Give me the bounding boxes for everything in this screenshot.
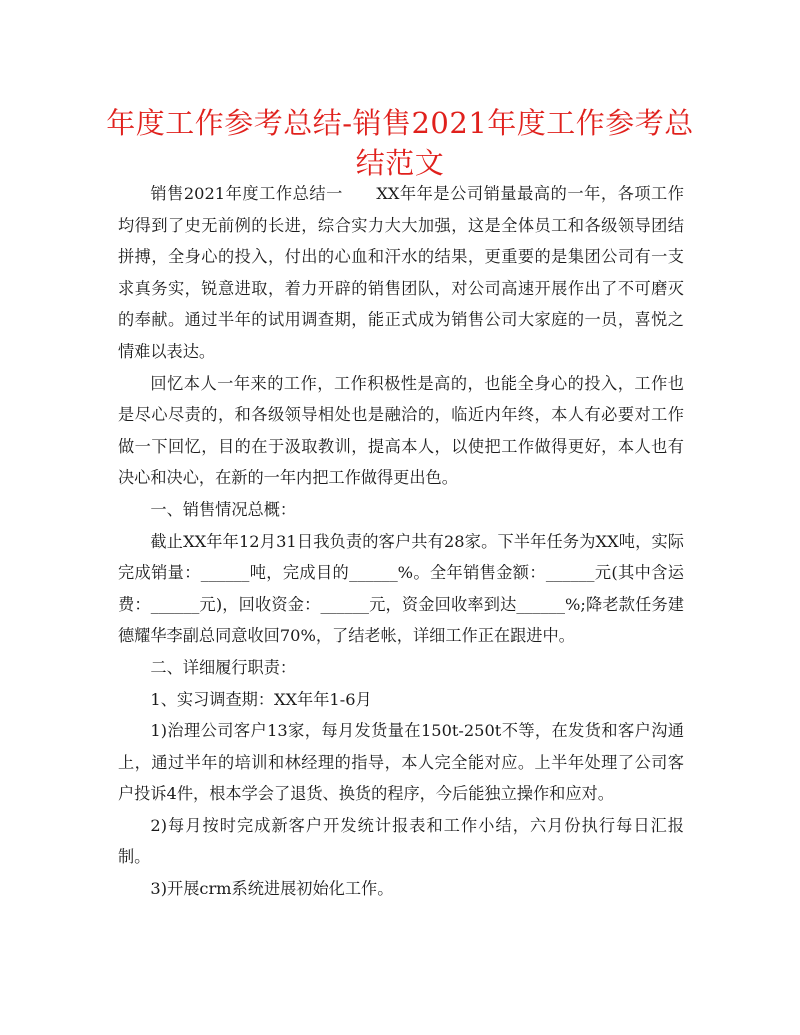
list-item-crm: 3)开展crm系统进展初始化工作。 <box>150 879 394 899</box>
document-body <box>118 178 684 905</box>
section-heading-duties: 二、详细履行职责： <box>150 657 297 677</box>
document-title: 年度工作参考总结-销售2021年度工作参考总结范文 <box>106 106 694 180</box>
list-item-reports: 2)每月按时完成新客户开发统计报表和工作小结，六月份执行每日汇报制。 <box>118 815 684 867</box>
section-heading-sales-overview: 一、销售情况总概： <box>150 499 297 519</box>
paragraph-intro: 销售2021年度工作总结一 XX年年是公司销量最高的一年，各项工作均得到了史无前例的长进，综合实力大大加强，这是全体员工和各级领导团结拼搏，全身心的投入，付出的心血和汗水的结果，更重要的是集团公司有一支求真务实，锐意进取，着力开辟的销售团队，对公司高速开展作出了不可磨灭的奉献。通过半年的试用调查期，能正式成为销售公司大家庭的一员，喜悦之情难以表达。 <box>118 184 684 361</box>
list-item-customers: 1)治理公司客户13家，每月发货量在150t-250t不等，在发货和客户沟通上，通过半年的培训和林经理的指导，本人完全能对应。上半年处理了公司客户投诉4件，根本学会了退货、换货的程序，今后能独立操作和应对。 <box>118 721 684 804</box>
paragraph-review: 回忆本人一年来的工作，工作积极性是高的，也能全身心的投入，工作也是尽心尽责的，和各级领导相处也是融洽的，临近内年终，本人有必要对工作做一下回忆，目的在于汲取教训，提高本人，以使把工作做得更好，本人也有决心和决心，在新的一年内把工作做得更出色。 <box>118 373 684 488</box>
subsection-heading-probation: 1、实习调查期：XX年年1-6月 <box>150 689 372 709</box>
paragraph-sales-figures: 截止XX年年12月31日我负责的客户共有28家。下半年任务为XX吨，实际完成销量：______吨，完成目的______%。全年销售金额：______元(其中含运费：______元)，回收资金：______元，资金回收率到达______%;降老款任务建德耀华李副总同意收回70%，了结老帐，详细工作正在跟进中。 <box>118 531 684 646</box>
